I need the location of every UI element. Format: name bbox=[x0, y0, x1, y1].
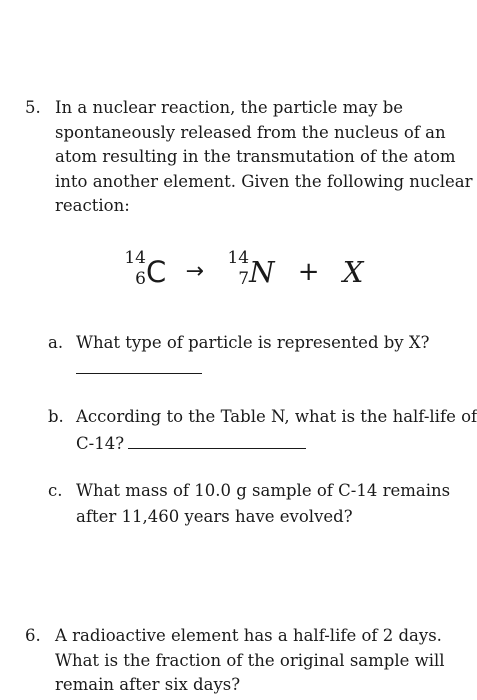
part-b-answer-blank[interactable] bbox=[128, 430, 306, 449]
question-6-line: What is the fraction of the original sample will bbox=[55, 650, 445, 670]
reactant-symbol: C bbox=[146, 255, 167, 289]
question-6-number: 6. bbox=[25, 626, 41, 645]
reactant-mass-number: 14 bbox=[124, 248, 146, 268]
part-c-line: What mass of 10.0 g sample of C-14 remains bbox=[76, 481, 451, 500]
unknown-particle-x: X bbox=[342, 255, 364, 289]
part-b-letter: b. bbox=[48, 407, 64, 426]
part-b-text bbox=[76, 404, 477, 457]
reactant-scripts bbox=[120, 250, 146, 294]
part-c-text bbox=[76, 478, 450, 530]
question-5-line: atom resulting in the transmutation of the atom bbox=[55, 147, 456, 167]
product-scripts bbox=[223, 250, 249, 294]
question-5-number: 5. bbox=[25, 98, 41, 117]
plus-sign: + bbox=[297, 257, 320, 287]
reaction-arrow: → bbox=[185, 259, 204, 284]
part-a-line: What type of particle is represented by X? bbox=[76, 333, 430, 352]
product-symbol: N bbox=[249, 255, 275, 289]
part-a-text bbox=[76, 330, 429, 356]
part-b-line-text: C-14? bbox=[76, 434, 125, 453]
reactant-atomic-number: 6 bbox=[135, 269, 146, 289]
part-a-answer-blank[interactable] bbox=[76, 373, 202, 374]
reactant-nuclide bbox=[120, 250, 166, 294]
question-6-line: remain after six days? bbox=[55, 675, 241, 695]
part-a-letter: a. bbox=[48, 333, 64, 352]
question-6-line: A radioactive element has a half-life of 2 days. bbox=[55, 626, 442, 645]
product-mass-number: 14 bbox=[227, 248, 250, 268]
part-c-line: after 11,460 years have evolved? bbox=[76, 507, 353, 526]
product-nuclide bbox=[223, 250, 274, 294]
question-5-text bbox=[55, 96, 473, 219]
part-c-letter: c. bbox=[48, 481, 63, 500]
part-b-line-2 bbox=[76, 430, 477, 457]
question-5-line: In a nuclear reaction, the particle may be bbox=[55, 98, 404, 117]
nuclear-equation bbox=[120, 250, 363, 300]
part-b-line: According to the Table N, what is the half-life of bbox=[76, 407, 477, 426]
question-6-text bbox=[55, 624, 445, 698]
question-5-line: reaction: bbox=[55, 196, 130, 216]
question-5-line: spontaneously released from the nucleus of an bbox=[55, 122, 446, 142]
question-5-line: into another element. Given the following nuclear bbox=[55, 171, 473, 191]
product-atomic-number: 7 bbox=[238, 269, 250, 289]
